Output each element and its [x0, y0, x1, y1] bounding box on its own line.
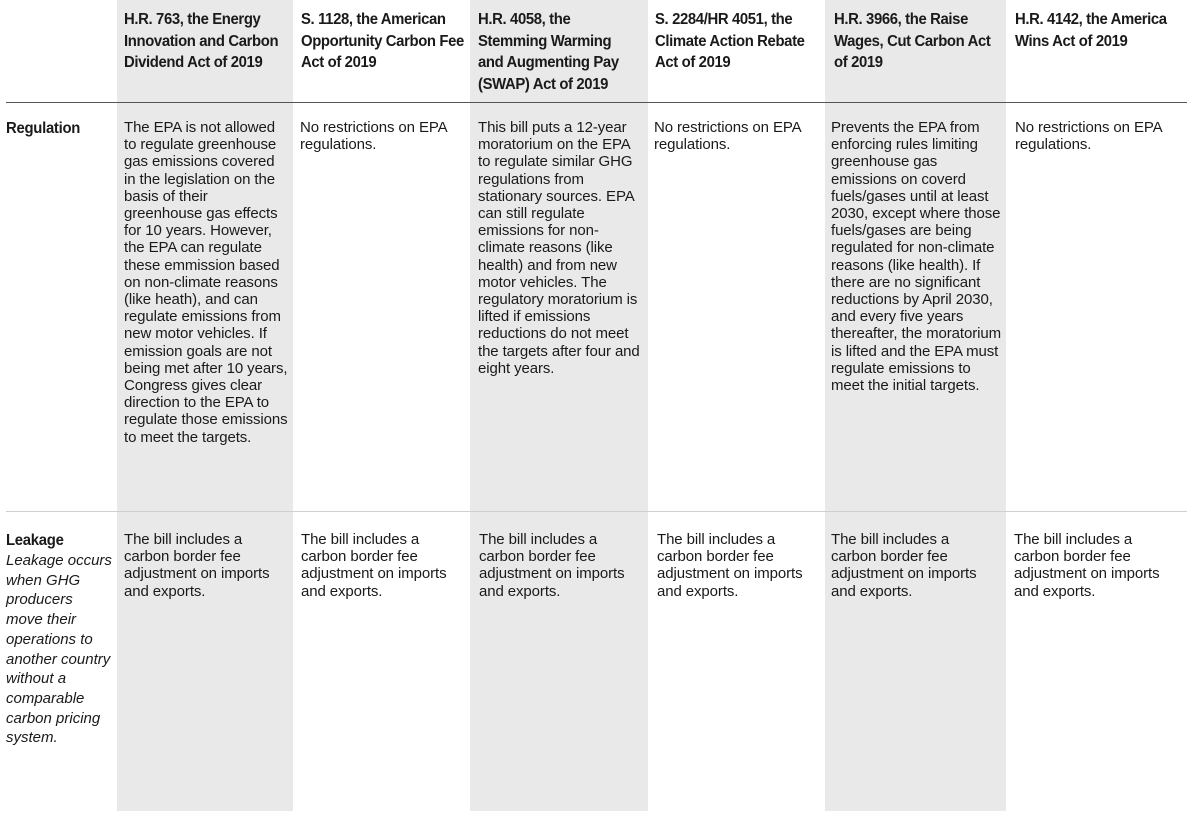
table-cell: Prevents the EPA from enforcing rules limiting greenhouse gas emissions on coverd fuels/gases until at least 2030, except where those fuels/gases are being regulated for non-climate reasons (like health). If there are no significant reductions by April 2030, and every five years thereafter, the moratorium is lifted and the EPA must regulate emissions to meet the initial targets. [831, 119, 1001, 395]
table-cell: The bill includes a carbon border fee adjustment on imports and exports. [1014, 531, 1160, 600]
table-cell: The bill includes a carbon border fee adjustment on imports and exports. [301, 531, 447, 600]
table-cell: The EPA is not allowed to regulate greenhouse gas emissions covered in the legislation on the basis of their greenhouse gas effects for 10 years. However, the EPA can regulate these emmission based on non-climate reasons (like heath), and can regulate emissions from new motor vehicles. If emission goals are not being met after 10 years, Congress gives clear direction to the EPA to regulate those emissions to meet the targets. [124, 119, 288, 446]
table-cell: No restrictions on EPA regulations. [654, 119, 801, 154]
table-cell: The bill includes a carbon border fee adjustment on imports and exports. [124, 531, 270, 600]
column-header: H.R. 3966, the Raise Wages, Cut Carbon Act of 2019 [834, 11, 991, 71]
column-header: S. 2284/HR 4051, the Climate Action Rebate Act of 2019 [655, 11, 805, 71]
column-header: H.R. 763, the Energy Innovation and Carbon Dividend Act of 2019 [124, 11, 279, 71]
column-header: S. 1128, the American Opportunity Carbon Fee Act of 2019 [301, 11, 464, 71]
table-cell: No restrictions on EPA regulations. [1015, 119, 1162, 154]
row-label: Regulation [6, 120, 81, 137]
table-cell: The bill includes a carbon border fee adjustment on imports and exports. [831, 531, 977, 600]
column-header: H.R. 4142, the America Wins Act of 2019 [1015, 11, 1167, 50]
table-cell: No restrictions on EPA regulations. [300, 119, 447, 154]
column-header: H.R. 4058, the Stemming Warming and Augmenting Pay (SWAP) Act of 2019 [478, 11, 619, 93]
table-cell: The bill includes a carbon border fee adjustment on imports and exports. [657, 531, 803, 600]
row-header-leakage [6, 531, 112, 748]
table-cell: This bill puts a 12-year moratorium on the EPA to regulate similar GHG regulations from stationary sources. EPA can still regulate emissions for non-climate reasons (like health) and from new motor vehicles. The regulatory moratorium is lifted if emissions reductions do not meet the targets after four and eight years. [478, 119, 640, 377]
row-note: Leakage occurs when GHG producers move their operations to another country without a comparable carbon pricing system. [6, 552, 112, 747]
row-label: Leakage [6, 532, 64, 549]
header-divider [6, 102, 1187, 103]
row-divider [6, 511, 1187, 512]
table-cell: The bill includes a carbon border fee adjustment on imports and exports. [479, 531, 625, 600]
